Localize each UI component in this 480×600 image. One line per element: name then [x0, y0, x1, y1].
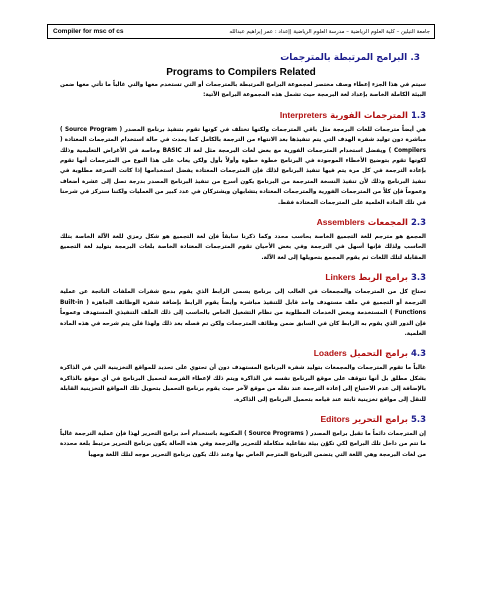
chapter-title: البرامج المرتبطة بالمترجمات	[280, 53, 408, 63]
section-body-editors: إن المترجمات دائماً ما تقبل برامج المصدر ( Source Programs ) المكتوبة باستخدام أحد برامج التحرير لهذا فإن عملية الترجمة غالباً ما تتم من داخل تلك البرامج لكي تكوّن بيئة تفاعلية متكاملة للتحرير والترجمة وفي هذه الحالة يكون برنامج التحرير مرتبط بلغة محددة من لغات البرمجة وهي اللغة التي يتضمن البرنامج المترجم الخاص بها وعند ذلك يكون برنامج التحرير موجه لتلك اللغة ومهيأ	[60, 430, 426, 458]
section-title-english: Interpreters	[279, 109, 328, 120]
section-number: 4.3	[410, 349, 426, 360]
section-title-arabic: برامج التحميل	[349, 349, 408, 360]
section-number: 2.3	[410, 218, 426, 229]
chapter-heading	[50, 52, 420, 64]
section-heading-linkers	[50, 271, 426, 284]
section-number: 5.3	[410, 414, 426, 425]
section-body-interpreters: هي أيضاً مترجمات للغات البرمجة مثل باقي المترجمات ولكنها تختلف في كونها تقوم بتنفيذ برنامج المصدر ( Source Program ) مباشرة دون توليد شفرة الهدف التي يتم تنفيذها بعد الانتهاء من الترجمة بالكامل كما يحدث في حالة استخدام المترجمات المعتادة ( Compilers ) ويفضل استخدام المترجمات الفورية مع بعض لغات البرمجة مثل لغة الـ BASIC وخاصة في الأغراض التعليمية وذلك لكونها تقوم بتوضيح الأخطاء الموجودة في البرنامج خطوة خطوة وأولاً بأول ولكن يعاب على هذا النوع من المترجمات أنها تقوم بإعادة الترجمة في كل مرة يتم فيها تنفيذ البرنامج لذلك فإن المترجمات المعتادة يفضل استخدامها إذا كانت السرعة مطلوبة في تنفيذ البرنامج وذلك لأن تنفيذ النسخة المترجمة من البرنامج يكون أسرع من تنفيذ البرنامج المصدر بدرجة تصل إلى عشرة أضعاف وعموماً فإن كلاً من المترجمات الفورية والمترجمات المعتادة يتشابهان ويشتركان في عدد كبير من العمليات ولكننا سنركز في شرحنا في تلك المادة العلمية على المترجمات المعتادة فقط.	[60, 126, 426, 206]
header-course-label: Compiler for msc of cs	[53, 28, 124, 35]
chapter-title-english: Programs to Compilers Related	[166, 67, 316, 78]
section-title-arabic: المترجمات الفورية	[330, 110, 408, 121]
section-title-arabic: برامج التحرير	[352, 414, 408, 425]
document-body	[50, 52, 432, 600]
chapter-number: 3.	[410, 53, 420, 63]
section-body-linkers: تحتاج كل من المترجمات والمجمعات في الغالب إلى برنامج يسمى الرابط الذي يقوم بدمج شفرات الملفات الناتجة عن عملية الترجمة أو التجميع في ملف مستهدف واحد قابل للتنفيذ مباشرة وأيضاً يقوم الرابط بإضافة شفرة الوظائف الجاهزة ( Built-in Functions ) المستخدمة وبعض الخدمات المطلوبة من نظام التشغيل الخاص بالحاسب إلى ذلك الملف التنفيذي المستهدف وعموماً فإن الدور الذي يقوم به الرابط كان في السابق ضمن وظائف المترجمات ولكن تم فصله بعد ذلك ولهذا فلن يتم شرحه في هذه المادة العلمية.	[60, 289, 426, 337]
section-body-assemblers: المجمع هو مترجم للغة التجميع الخاصة بحاسب محدد وكما ذكرنا سابقاً فإن لغة التجميع هو شكل رمزي للغة الآلة الخاصة بتلك الحاسب ولذلك فإنها أسهل في الترجمة وفي بعض الأحيان تقوم المترجمات المعتادة الخاصة بلغات البرمجة بتوليد لغة التجميع المقابلة لتلك اللغات ثم يقوم المجمع بتحويلها إلى لغة الآلة.	[60, 234, 426, 261]
section-title-english: Linkers	[325, 272, 356, 283]
section-heading-loaders	[50, 347, 426, 360]
header-university-label: جامعة النيلين – كلية العلوم الرياضية – مدرسة العلوم الرياضية |إعداد : عمر إبراهيم عبدالله	[229, 28, 430, 35]
section-body-loaders: غالباً ما تقوم المترجمات والمجمعات بتوليد شفرة البرنامج المستهدف دون أن تحتوي على تحديد للمواقع التخزينية التي في الذاكرة بشكل مطلق بل أنها تتوقف على موقع البرنامج نفسه في الذاكرة ويتم ذلك لإعطاء الفرصة لتحميل البرنامج في أي موقع بالذاكرة بالإضافة إلى عدم الاحتياج إلى إعادة الترجمة عند نقله من موقع لآخر حيث يقوم برنامج التحميل بتحويل تلك المواقع التخزينية القابلة للنقل إلى مواقع تخزينية ثابتة عند قيامه بتحميل البرنامج إلى الذاكرة.	[60, 365, 426, 403]
section-heading-interpreters	[50, 109, 426, 122]
section-title-english: Assemblers	[316, 217, 365, 228]
section-heading-editors	[50, 413, 426, 426]
section-heading-assemblers	[50, 216, 426, 229]
section-title-arabic: برامج الربط	[358, 273, 408, 284]
intro-paragraph: سيتم في هذا الجزء إعطاء وصف مختصر لمجموعة البرامج المرتبطة بالمترجمات أو التي تستخدم معها والتي غالباً ما تأتي معها ضمن البيئة الكاملة الخاصة بإعداد لغة البرمجة حيث تشمل هذه المجموعة البرامج الآتية:	[60, 82, 426, 99]
section-title-arabic: المجمعات	[367, 218, 408, 229]
page-header	[47, 24, 435, 39]
section-title-english: Loaders	[313, 348, 347, 359]
section-number: 1.3	[410, 110, 426, 121]
section-number: 3.3	[410, 273, 426, 284]
section-title-english: Editors	[320, 413, 350, 424]
